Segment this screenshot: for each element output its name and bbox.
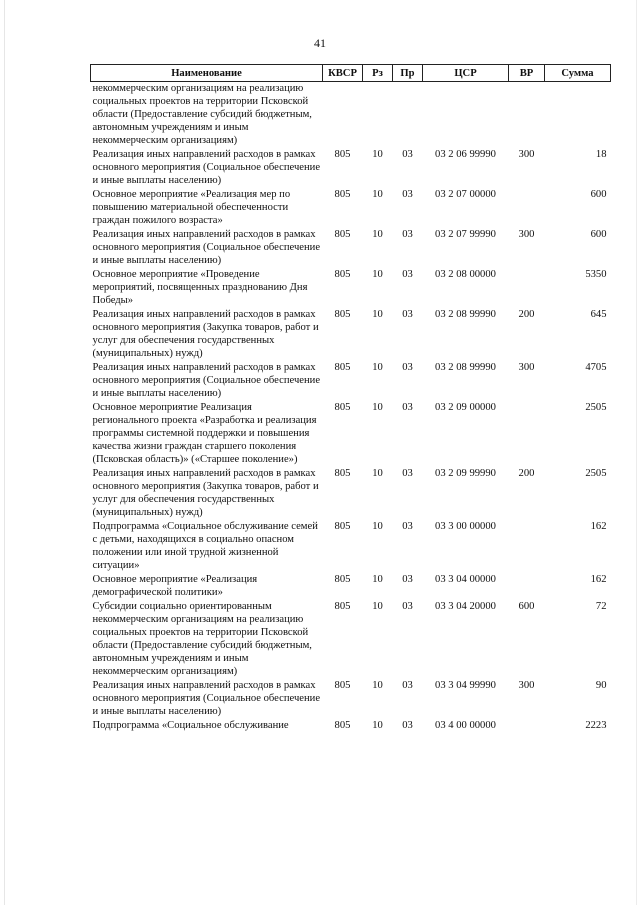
cell-sum: 162 [590,521,607,532]
cell-vr [509,82,545,149]
cell-name: Реализация иных направлений расходов в рамках основного мероприятия (Социальное обеспечение и иные выплаты населению) [92,149,321,186]
cell-pr: 03 [402,601,413,612]
cell-sum: 2505 [585,468,607,479]
table-header-row [91,65,611,82]
cell-kvsr: 805 [334,362,351,373]
cell-vr: 300 [518,680,535,691]
cell-kvsr: 805 [334,402,351,413]
cell-vr: 200 [518,309,535,320]
cell-pr: 03 [402,521,413,532]
cell-name: Реализация иных направлений расходов в рамках основного мероприятия (Социальное обеспечение и иные выплаты населению) [92,680,321,717]
cell-csr: 03 3 04 00000 [435,574,496,585]
cell-csr: 03 3 04 20000 [435,601,496,612]
cell-pr: 03 [402,468,413,479]
header-name: Наименование [91,65,323,82]
cell-sum: 645 [590,309,607,320]
cell-name: Основное мероприятие «Реализация демографической политики» [92,574,258,598]
cell-sum: 2505 [585,402,607,413]
table-row [91,361,611,401]
cell-pr: 03 [402,229,413,240]
cell-pr [393,82,423,149]
table-row [91,228,611,268]
cell-vr: 300 [518,229,535,240]
header-rz: Рз [363,65,393,82]
cell-pr: 03 [402,680,413,691]
page-number: 41 [314,36,326,50]
cell-pr: 03 [402,720,413,731]
cell-kvsr: 805 [334,680,351,691]
cell-name: Основное мероприятие Реализация регионального проекта «Разработка и реализация программы системной поддержки и повышения качества жизни граждан старшего поколения (Псковская область)» («Старшее поколение») [92,402,317,465]
cell-kvsr: 805 [334,521,351,532]
cell-vr [509,719,545,733]
cell-name: Реализация иных направлений расходов в рамках основного мероприятия (Закупка товаров, работ и услуг для обеспечения государственных (муниципальных) нужд) [92,468,319,518]
cell-csr: 03 2 06 99990 [435,149,496,160]
cell-sum: 600 [590,189,607,200]
table-row [91,520,611,573]
scan-edge-left [4,0,5,905]
header-pr: Пр [393,65,423,82]
table-row [91,401,611,467]
header-sum: Сумма [545,65,611,82]
cell-kvsr: 805 [334,149,351,160]
cell-rz: 10 [372,574,383,585]
cell-kvsr: 805 [334,720,351,731]
table-row [91,719,611,733]
cell-rz: 10 [372,189,383,200]
cell-pr: 03 [402,362,413,373]
cell-rz: 10 [372,720,383,731]
cell-vr [509,188,545,228]
cell-csr: 03 2 08 00000 [435,269,496,280]
cell-csr: 03 4 00 00000 [435,720,496,731]
cell-pr: 03 [402,309,413,320]
table-body [91,82,611,734]
cell-rz: 10 [372,402,383,413]
table-row [91,573,611,600]
cell-rz: 10 [372,229,383,240]
cell-kvsr [323,82,363,149]
cell-csr [423,82,509,149]
cell-pr: 03 [402,574,413,585]
table-row [91,82,611,149]
cell-pr: 03 [402,402,413,413]
cell-name: Реализация иных направлений расходов в рамках основного мероприятия (Социальное обеспечение и иные выплаты населению) [92,362,321,399]
cell-csr: 03 2 07 00000 [435,189,496,200]
cell-name: Подпрограмма «Социальное обслуживание семей с детьми, находящихся в социально опасном положении или иной трудной жизненной ситуации» [92,521,318,571]
cell-rz: 10 [372,601,383,612]
cell-pr: 03 [402,149,413,160]
table-row [91,148,611,188]
cell-name: некоммерческим организациям на реализацию социальных проектов на территории Псковской области (Предоставление субсидий бюджетным, автономным учреждениям и иным некоммерческим организациям) [92,83,312,146]
table-row [91,188,611,228]
cell-rz: 10 [372,309,383,320]
cell-vr [509,268,545,308]
cell-vr: 600 [518,601,535,612]
cell-kvsr: 805 [334,468,351,479]
table-row [91,600,611,679]
cell-kvsr: 805 [334,309,351,320]
cell-vr: 200 [518,468,535,479]
cell-kvsr: 805 [334,574,351,585]
cell-vr [509,520,545,573]
cell-vr: 300 [518,362,535,373]
cell-sum: 90 [595,680,607,691]
cell-name: Реализация иных направлений расходов в рамках основного мероприятия (Закупка товаров, работ и услуг для обеспечения государственных (муниципальных) нужд) [92,309,319,359]
cell-name: Реализация иных направлений расходов в рамках основного мероприятия (Социальное обеспечение и иные выплаты населению) [92,229,321,266]
cell-name: Основное мероприятие «Проведение мероприятий, посвященных празднованию Дня Победы» [92,269,308,306]
cell-sum: 18 [595,149,607,160]
cell-sum: 4705 [585,362,607,373]
cell-pr: 03 [402,269,413,280]
header-csr: ЦСР [423,65,509,82]
cell-rz: 10 [372,362,383,373]
cell-rz: 10 [372,521,383,532]
cell-kvsr: 805 [334,229,351,240]
cell-rz: 10 [372,680,383,691]
cell-kvsr: 805 [334,189,351,200]
cell-csr: 03 2 09 00000 [435,402,496,413]
cell-sum: 72 [595,601,607,612]
cell-vr [509,401,545,467]
table-row [91,679,611,719]
table-row [91,308,611,361]
cell-name: Субсидии социально ориентированным некоммерческим организациям на реализацию социальных проектов на территории Псковской области (Предоставление субсидий бюджетным, автономным учреждениям и иным некоммерческим организациям) [92,601,312,677]
cell-sum: 600 [590,229,607,240]
header-kvsr: КВСР [323,65,363,82]
scan-edge-right [636,0,637,905]
cell-csr: 03 2 09 99990 [435,468,496,479]
cell-rz: 10 [372,149,383,160]
cell-sum [545,82,611,149]
cell-kvsr: 805 [334,269,351,280]
cell-csr: 03 2 07 99990 [435,229,496,240]
cell-pr: 03 [402,189,413,200]
cell-sum: 2223 [585,720,607,731]
cell-vr: 300 [518,149,535,160]
cell-rz [363,82,393,149]
budget-table [90,64,611,733]
table-row [91,467,611,520]
cell-sum: 162 [590,574,607,585]
cell-vr [509,573,545,600]
cell-csr: 03 3 00 00000 [435,521,496,532]
cell-csr: 03 2 08 99990 [435,309,496,320]
cell-csr: 03 2 08 99990 [435,362,496,373]
header-vr: ВР [509,65,545,82]
table-row [91,268,611,308]
cell-name: Основное мероприятие «Реализация мер по повышению материальной обеспеченности граждан пожилого возраста» [92,189,291,226]
cell-csr: 03 3 04 99990 [435,680,496,691]
cell-kvsr: 805 [334,601,351,612]
cell-sum: 5350 [585,269,607,280]
cell-rz: 10 [372,468,383,479]
cell-name: Подпрограмма «Социальное обслуживание [92,720,289,731]
cell-rz: 10 [372,269,383,280]
